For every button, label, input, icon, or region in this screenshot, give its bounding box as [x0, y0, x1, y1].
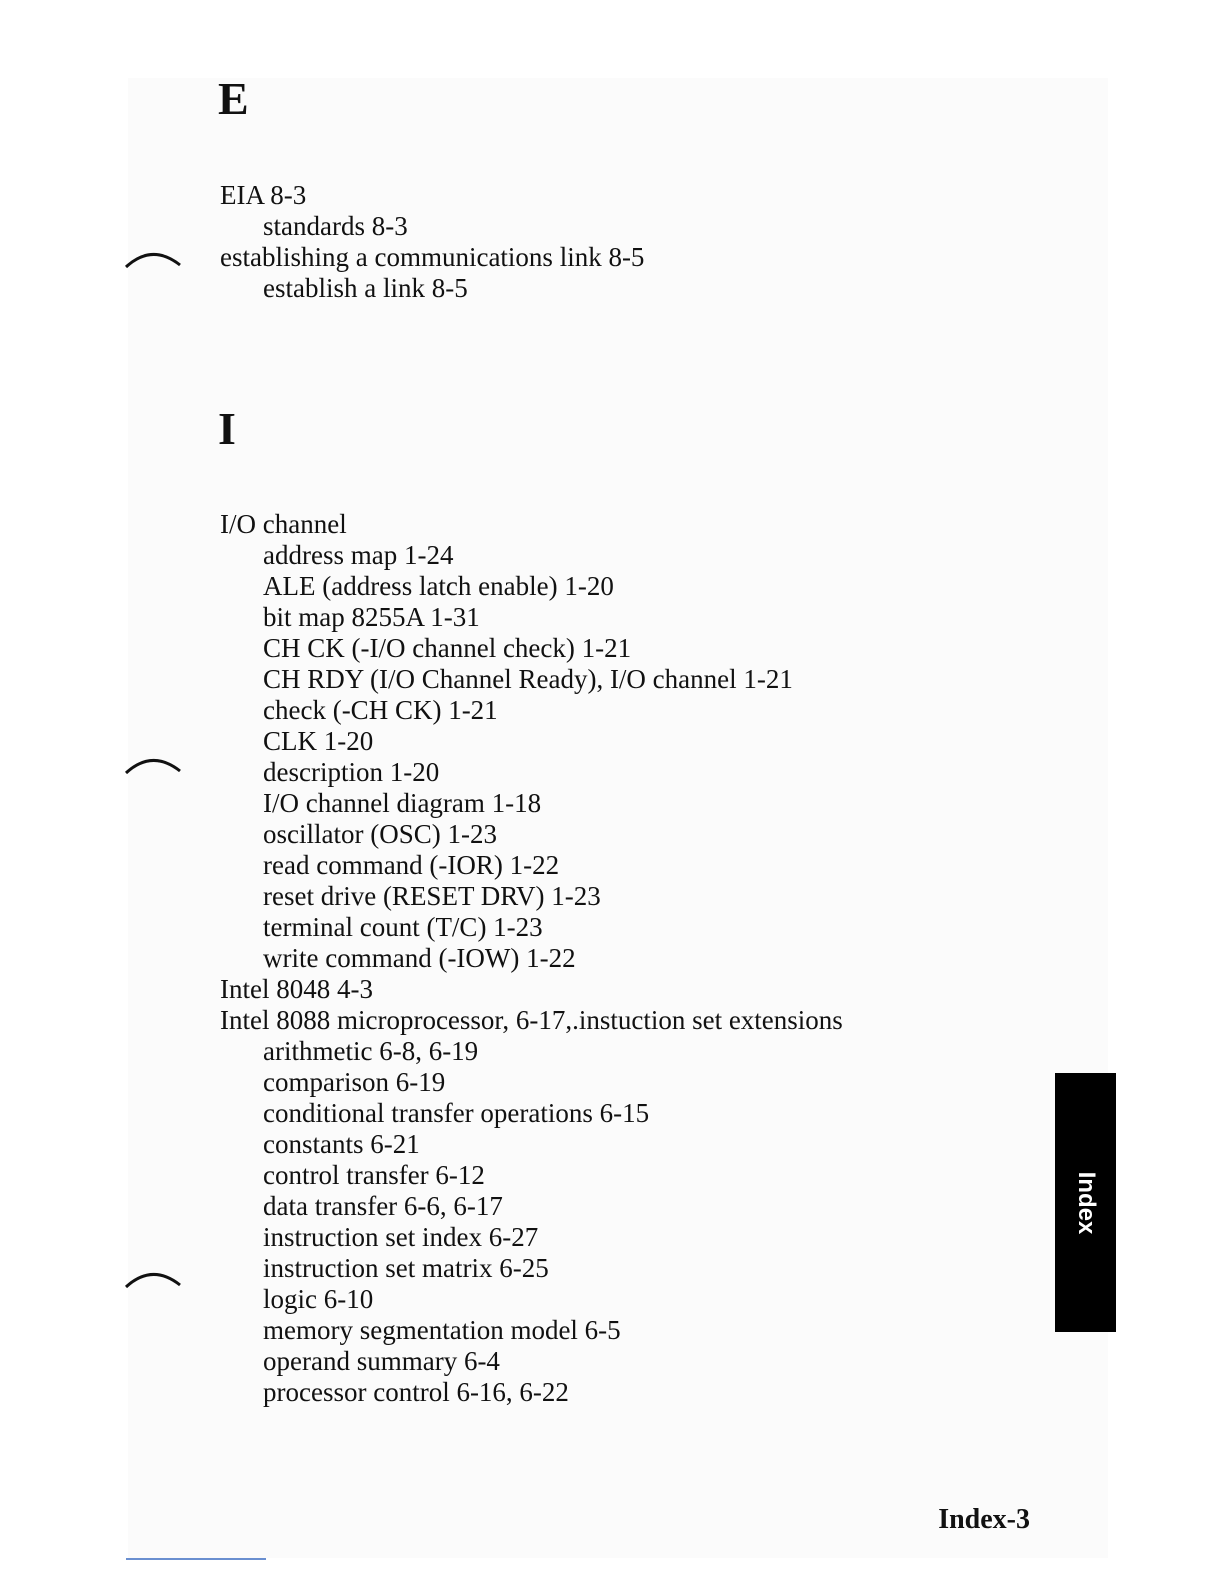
- index-subentry: read command (-IOR) 1-22: [263, 850, 560, 880]
- section-letter-e: E: [218, 73, 249, 124]
- index-entry: Intel 8088 microprocessor, 6-17,.instuction set extensions: [220, 1005, 843, 1035]
- index-subentry: instruction set matrix 6-25: [263, 1253, 549, 1283]
- index-entry: I/O channel: [220, 509, 347, 539]
- index-subentry: reset drive (RESET DRV) 1-23: [263, 881, 601, 911]
- index-subentry: operand summary 6-4: [263, 1346, 500, 1376]
- index-entry: establishing a communications link 8-5: [220, 242, 645, 272]
- index-subentry: ALE (address latch enable) 1-20: [263, 571, 614, 601]
- index-subentry: terminal count (T/C) 1-23: [263, 912, 543, 942]
- index-subentry: instruction set index 6-27: [263, 1222, 539, 1252]
- index-entry: Intel 8048 4-3: [220, 974, 373, 1004]
- index-entry: EIA 8-3: [220, 180, 307, 210]
- index-tab-label: Index: [1072, 1171, 1100, 1234]
- index-subentry: constants 6-21: [263, 1129, 420, 1159]
- section-letter-i: I: [218, 403, 236, 454]
- index-entries-e: [220, 180, 644, 304]
- index-subentry: CLK 1-20: [263, 726, 374, 756]
- binder-hole-mark: [124, 247, 184, 269]
- index-subentry: control transfer 6-12: [263, 1160, 485, 1190]
- index-subentry: write command (-IOW) 1-22: [263, 943, 576, 973]
- index-subentry: conditional transfer operations 6-15: [263, 1098, 650, 1128]
- index-subentry: comparison 6-19: [263, 1067, 446, 1097]
- index-subentry: address map 1-24: [263, 540, 454, 570]
- index-tab: [1055, 1073, 1116, 1332]
- index-subentry: establish a link 8-5: [263, 273, 468, 303]
- index-subentry: logic 6-10: [263, 1284, 374, 1314]
- index-subentry: bit map 8255A 1-31: [263, 602, 480, 632]
- binder-hole-mark: [124, 753, 184, 775]
- bottom-rule: [126, 1558, 266, 1560]
- page-number: Index-3: [938, 1504, 1030, 1535]
- index-subentry: data transfer 6-6, 6-17: [263, 1191, 503, 1221]
- index-subentry: description 1-20: [263, 757, 440, 787]
- index-subentry: arithmetic 6-8, 6-19: [263, 1036, 479, 1066]
- index-subentry: memory segmentation model 6-5: [263, 1315, 621, 1345]
- index-subentry: check (-CH CK) 1-21: [263, 695, 498, 725]
- binder-hole-mark: [124, 1267, 184, 1289]
- index-subentry: CH RDY (I/O Channel Ready), I/O channel 1-21: [263, 664, 793, 694]
- index-subentry: processor control 6-16, 6-22: [263, 1377, 569, 1407]
- index-subentry: CH CK (-I/O channel check) 1-21: [263, 633, 632, 663]
- index-subentry: I/O channel diagram 1-18: [263, 788, 542, 818]
- index-entries-i: [220, 509, 843, 1408]
- index-subentry: standards 8-3: [263, 211, 408, 241]
- index-subentry: oscillator (OSC) 1-23: [263, 819, 497, 849]
